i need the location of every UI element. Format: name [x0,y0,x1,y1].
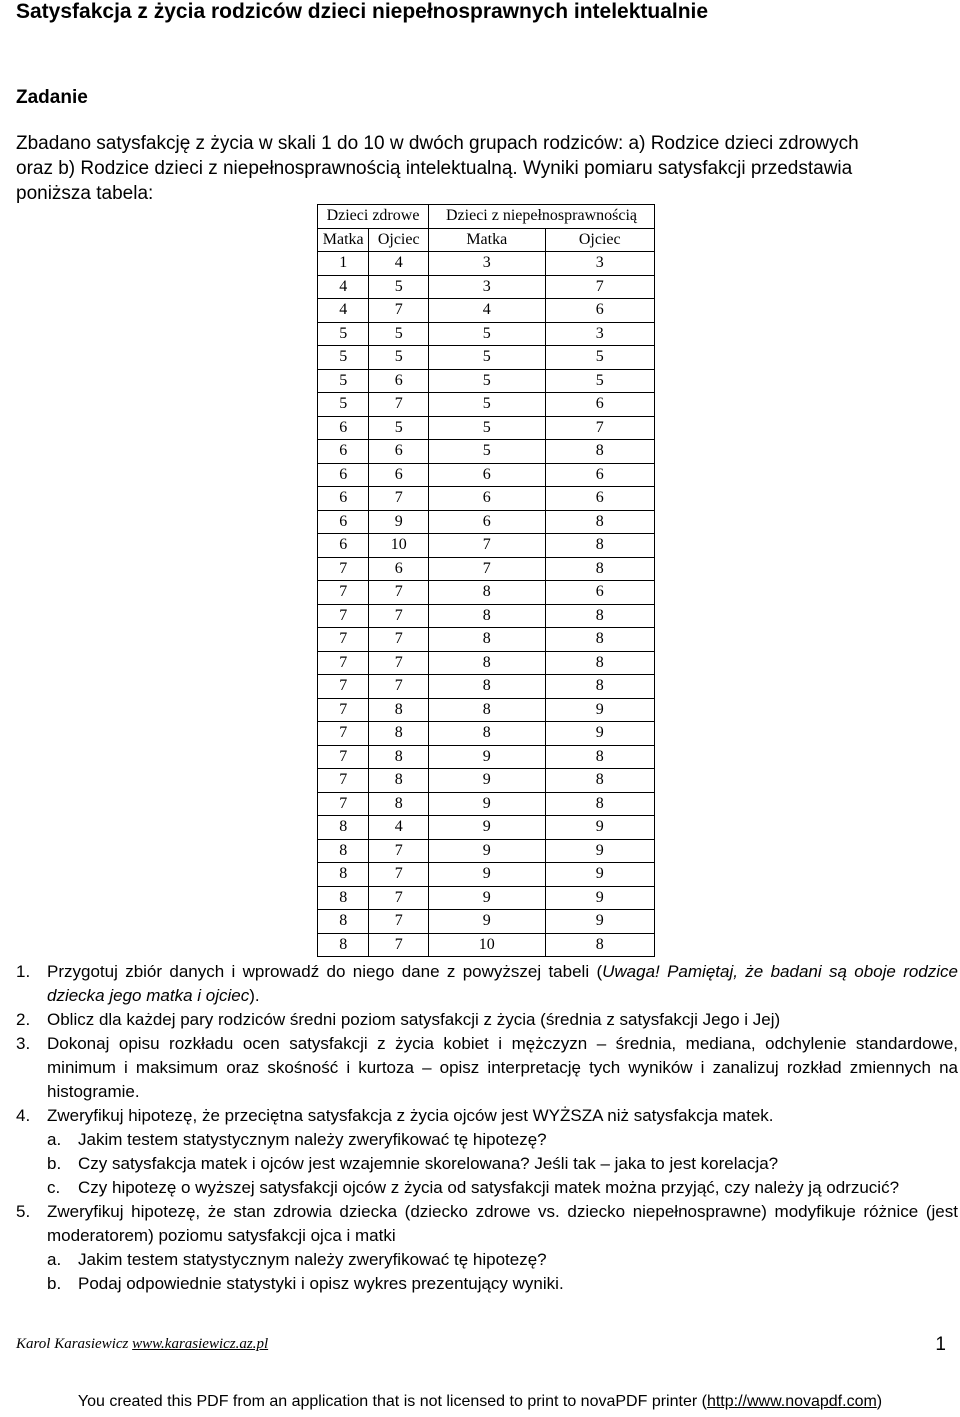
table-cell: 5 [369,322,429,346]
table-cell: 6 [318,440,369,464]
subtask-letter: c. [47,1178,61,1197]
column-header: Matka [429,228,546,252]
table-cell: 6 [318,463,369,487]
table-row [318,557,655,581]
table-row [318,839,655,863]
table-cell: 9 [545,722,655,746]
table-cell: 9 [545,886,655,910]
table-cell: 7 [318,769,369,793]
subtask-letter: a. [47,1130,62,1149]
table-cell: 9 [429,745,546,769]
table-row [318,604,655,628]
table-cell: 8 [369,722,429,746]
table-cell: 5 [369,275,429,299]
table-row [318,910,655,934]
table-row [318,346,655,370]
table-row [318,816,655,840]
novapdf-link[interactable]: http://www.novapdf.com [706,1393,877,1410]
subtask-5a [47,1248,958,1272]
table-row [318,252,655,276]
document-title: Satysfakcja z życia rodziców dzieci niepełnosprawnych intelektualnie [16,0,709,23]
column-header: Ojciec [369,228,429,252]
section-heading: Zadanie [16,87,88,108]
table-cell: 7 [369,863,429,887]
table-cell: 9 [429,816,546,840]
table-cell: 4 [429,299,546,323]
subtask-text: Podaj odpowiednie statystyki i opisz wykres prezentujący wyniki. [78,1274,564,1293]
table-cell: 8 [318,886,369,910]
table-row [318,416,655,440]
table-row [318,487,655,511]
table-cell: 8 [545,933,655,957]
table-cell: 5 [545,346,655,370]
table-cell: 7 [369,910,429,934]
subtask-text: Jakim testem statystycznym należy zweryfikować tę hipotezę? [78,1250,547,1269]
table-cell: 5 [318,346,369,370]
intro-line: Zbadano satysfakcję z życia w skali 1 do 10 w dwóch grupach rodziców: a) Rodzice dzieci zdrowych [16,133,859,154]
table-cell: 7 [318,792,369,816]
table-cell: 9 [429,769,546,793]
table-cell: 9 [429,839,546,863]
table-cell: 7 [369,487,429,511]
table-cell: 7 [429,534,546,558]
table-cell: 9 [429,792,546,816]
table-cell: 7 [369,675,429,699]
subtask-letter: a. [47,1250,62,1269]
table-cell: 8 [429,651,546,675]
table-body [318,252,655,957]
table-cell: 8 [318,863,369,887]
task-5 [16,1200,958,1296]
table-cell: 7 [369,886,429,910]
table-cell: 3 [429,275,546,299]
table-row [318,792,655,816]
table-cell: 5 [369,416,429,440]
table-cell: 8 [545,769,655,793]
table-cell: 9 [545,863,655,887]
table-cell: 7 [545,275,655,299]
table-cell: 9 [545,698,655,722]
table-row [318,534,655,558]
task-text: Dokonaj opisu rozkładu ocen satysfakcji z życia kobiet i mężczyzn – średnia, mediana, odchylenie standardowe, minimum i maksimum oraz skośność i kurtoza – opisz interpretację tych wyników i zanalizuj rozkład zmiennych na histogramie. [47,1034,958,1101]
column-header-row [318,228,655,252]
table-cell: 8 [545,534,655,558]
table-cell: 9 [429,863,546,887]
printer-note-tail: ) [876,1393,883,1410]
table-cell: 6 [318,416,369,440]
table-cell: 7 [369,299,429,323]
table-cell: 1 [318,252,369,276]
table-row [318,651,655,675]
task-list [16,960,958,1296]
task-number: 2. [16,1010,31,1029]
printer-watermark [0,1393,960,1411]
task-1 [16,960,958,1008]
table-cell: 5 [429,416,546,440]
table-cell: 5 [429,369,546,393]
table-cell: 6 [429,510,546,534]
column-header: Ojciec [545,228,655,252]
subtask-letter: b. [47,1154,62,1173]
table-cell: 5 [318,369,369,393]
table-cell: 7 [545,416,655,440]
table-cell: 8 [429,604,546,628]
table-cell: 7 [369,651,429,675]
table-cell: 5 [429,322,546,346]
table-row [318,393,655,417]
table-cell: 7 [318,722,369,746]
group-header-row [318,205,655,229]
task-number: 5. [16,1202,31,1221]
intro-line: poniższa tabela: [16,183,154,204]
author-name: Karol Karasiewicz [16,1336,133,1352]
table-cell: 9 [545,816,655,840]
table-cell: 8 [545,557,655,581]
table-cell: 8 [545,675,655,699]
table-cell: 8 [369,792,429,816]
table-cell: 9 [369,510,429,534]
table-cell: 7 [318,698,369,722]
table-cell: 4 [369,252,429,276]
table-cell: 8 [369,698,429,722]
table-cell: 3 [429,252,546,276]
task-text-tail: ). [249,986,260,1005]
task-2 [16,1008,958,1032]
table-row [318,322,655,346]
table-cell: 10 [369,534,429,558]
table-cell: 5 [429,393,546,417]
table-cell: 8 [318,816,369,840]
table-cell: 8 [545,651,655,675]
table-cell: 4 [318,275,369,299]
table-cell: 8 [429,722,546,746]
table-cell: 7 [369,933,429,957]
table-cell: 8 [369,769,429,793]
table-cell: 4 [369,816,429,840]
table-cell: 7 [318,675,369,699]
table-cell: 6 [318,510,369,534]
table-cell: 6 [318,487,369,511]
page-number: 1 [935,1334,946,1355]
subtask-4c [47,1176,958,1200]
table-row [318,698,655,722]
table-cell: 6 [545,487,655,511]
task-note: Pamiętaj, że badani są oboje rodzice dziecka jego matka i ojciec [47,962,958,1005]
group-header-disabled: Dzieci z niepełnosprawnością [429,205,655,229]
table-cell: 5 [545,369,655,393]
table-cell: 7 [318,745,369,769]
task-4 [16,1104,958,1200]
table-cell: 7 [318,581,369,605]
table-cell: 9 [429,886,546,910]
table-cell: 10 [429,933,546,957]
table-cell: 6 [545,581,655,605]
table-row [318,628,655,652]
table-cell: 7 [369,604,429,628]
task-note-label: Uwaga! [602,962,660,981]
satisfaction-table [317,204,655,957]
table-cell: 8 [429,675,546,699]
table-cell: 9 [429,910,546,934]
table-row [318,299,655,323]
table-row [318,275,655,299]
table-row [318,510,655,534]
table-cell: 6 [369,369,429,393]
subtask-5b [47,1272,958,1296]
table-cell: 5 [429,440,546,464]
task-number: 4. [16,1106,31,1125]
table-cell: 8 [545,628,655,652]
table-row [318,933,655,957]
subtask-letter: b. [47,1274,62,1293]
table-row [318,769,655,793]
table-cell: 6 [545,299,655,323]
table-cell: 8 [545,604,655,628]
task-text: Oblicz dla każdej pary rodziców średni poziom satysfakcji z życia (średnia z satysfakcji Jego i Jej) [47,1010,781,1029]
table-row [318,886,655,910]
task-3 [16,1032,958,1104]
table-cell: 8 [429,581,546,605]
table-cell: 8 [545,440,655,464]
table-cell: 3 [545,252,655,276]
table-cell: 5 [318,322,369,346]
table-cell: 5 [318,393,369,417]
group-header-healthy: Dzieci zdrowe [318,205,429,229]
table-cell: 6 [545,393,655,417]
table-row [318,581,655,605]
table-cell: 8 [545,510,655,534]
author-website-link[interactable]: www.karasiewicz.az.pl [132,1336,269,1352]
table-cell: 8 [429,698,546,722]
intro-paragraph [16,131,958,206]
table-cell: 8 [369,745,429,769]
table-cell: 8 [318,910,369,934]
column-header: Matka [318,228,369,252]
printer-note-text: You created this PDF from an application that is not licensed to print to novaPDF printer ( [77,1393,707,1410]
table-cell: 8 [318,933,369,957]
table-cell: 6 [429,487,546,511]
table-cell: 6 [369,557,429,581]
table-cell: 9 [545,910,655,934]
table-row [318,369,655,393]
table-cell: 7 [318,557,369,581]
task-text: Przygotuj zbiór danych i wprowadź do niego dane z powyższej tabeli ( [47,962,603,981]
subtask-4b [47,1152,958,1176]
table-cell: 7 [318,651,369,675]
table-cell: 6 [545,463,655,487]
table-row [318,722,655,746]
task-text: Zweryfikuj hipotezę, że stan zdrowia dziecka (dziecko zdrowe vs. dziecko niepełnosprawne) modyfikuje różnice (jest moderatorem) poziomu satysfakcji ojca i matki [47,1202,958,1245]
table-cell: 6 [429,463,546,487]
table-cell: 8 [318,839,369,863]
task-number: 3. [16,1034,31,1053]
table-cell: 7 [369,839,429,863]
intro-line: oraz b) Rodzice dzieci z niepełnosprawnością intelektualną. Wyniki pomiaru satysfakcji przedstawia [16,158,853,179]
subtask-text: Jakim testem statystycznym należy zweryfikować tę hipotezę? [78,1130,547,1149]
table-cell: 7 [318,628,369,652]
table-cell: 4 [318,299,369,323]
table-cell: 8 [545,745,655,769]
table-cell: 6 [318,534,369,558]
subtask-4a [47,1128,958,1152]
table-cell: 5 [369,346,429,370]
table-cell: 3 [545,322,655,346]
table-cell: 6 [369,463,429,487]
table-cell: 7 [369,581,429,605]
table-cell: 7 [369,393,429,417]
table-row [318,745,655,769]
table-row [318,863,655,887]
table-cell: 7 [318,604,369,628]
table-cell: 6 [369,440,429,464]
task-number: 1. [16,962,31,981]
table-row [318,440,655,464]
subtask-text: Czy hipotezę o wyższej satysfakcji ojców z życia od satysfakcji matek można przyjąć, czy należy ją odrzucić? [78,1178,900,1197]
table-row [318,675,655,699]
footer-author [16,1336,268,1353]
task-text: Zweryfikuj hipotezę, że przeciętna satysfakcja z życia ojców jest WYŻSZA niż satysfakcja matek. [47,1106,774,1125]
table-cell: 7 [429,557,546,581]
table-cell: 8 [429,628,546,652]
table-cell: 5 [429,346,546,370]
subtask-text: Czy satysfakcja matek i ojców jest wzajemnie skorelowana? Jeśli tak – jaka to jest korelacja? [78,1154,779,1173]
table-cell: 8 [545,792,655,816]
table-cell: 7 [369,628,429,652]
table-row [318,463,655,487]
table-cell: 9 [545,839,655,863]
